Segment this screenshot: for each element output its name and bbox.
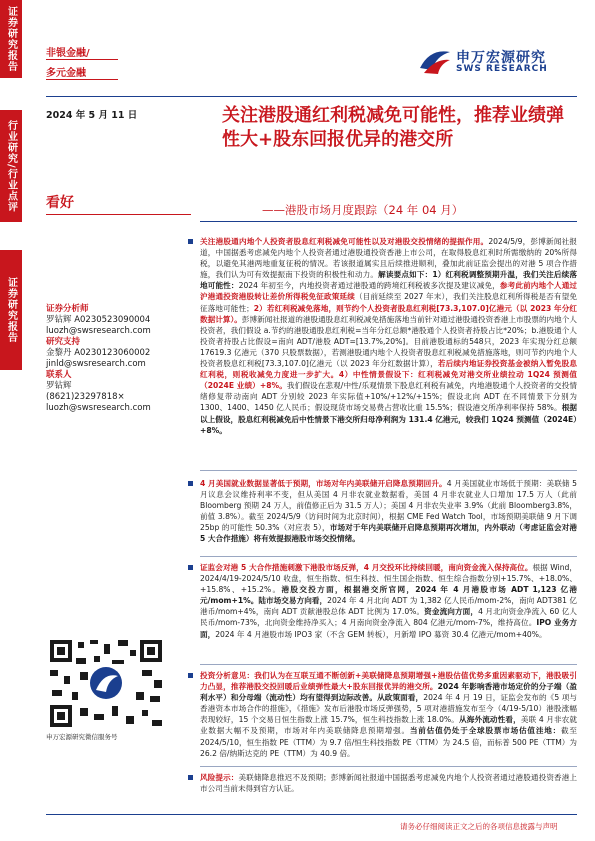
body-text-bold: 当前估值仍处于全球股票市场估值洼地：: [409, 726, 562, 736]
divider-line: [46, 59, 118, 60]
body-text-bold: IPO 业务方面，: [200, 618, 577, 639]
body-text-bold: 港股交投方面，根据港交所官网，2024 年 4 月港股市场 ADT 1,123 亿港元/mom+1%。: [200, 585, 577, 606]
section-heading: 投资分析意见：我们认为在互联互通不断创新+美联储降息预期增强+港股估值优势多重因素驱动下，港股吸引力凸显，推荐港股交投回暖后业绩弹性最大+股东回报优异的港交所。: [200, 671, 577, 692]
body-text-highlight: 4）中性情景假设下：红利税减免对港交所业绩拉动 1Q24 预测值（2024E 业绩）+8%。: [200, 370, 578, 391]
body-text: 截至 2024/5/10，恒生指数 PE（TTM）为 9.7 倍/恒生科技指数 PE（TTM）为 24.5 倍，而标普 500 PE（TTM）为 26.2 倍/纳斯达克的 PE（TTM）为 40.9 倍。: [200, 726, 578, 758]
body-text: 2024 年 4 月北向 ADT 为 1,382 亿人民币/mom-2%，南向 ADT381 亿港币/mom+4%，南向 ADT 贡献港股总体 ADT 比例为 17.0%。: [200, 596, 577, 617]
bullet-icon: [188, 673, 193, 678]
sidebar-tab-research-report-2: 证券研究报告: [0, 250, 22, 370]
section-divider: [200, 556, 577, 557]
logo-text-cn: 申万宏源研究: [456, 50, 546, 66]
body-text: 目前港股通标的548只，2023 年实现分红总额 17619.3 亿港元（370 只股票数据），若测港股通内地个人投资者股息红利税减免措施落地，则可节约内地个人投资者股息红利税[73.3,107.0]亿港元（以 2023 年分红数据计算），: [200, 336, 578, 369]
industry-label: 非银金融/: [46, 48, 90, 59]
footer-rule: [46, 814, 577, 815]
section-divider: [200, 766, 577, 767]
sidebar-tab-research-report: 证券研究报告: [0, 0, 22, 78]
sws-logo-icon: [418, 46, 452, 76]
body-text: 4 月美国就业市场低于预期：美联储 5 月议息会议维持利率不变，但从美国 4 月非农就业数据看，美国 4 月非农就业人口增加 17.5 万人（此前 Bloomberg 预期 24 万人，前值修正后为 31.5 万人）；美国 4 月非农失业率 3.9%（此前 Bloomberg3.8%，前值 3.8%）。截至 2024/5/9（访问时间为北京时间），根据 CME Fed Watch Tool，市场预期美联储 9 月下调 25bp 的可能性 50.3%（对应表 5），: [200, 479, 577, 533]
bullet-icon: [188, 775, 193, 780]
support-name: 金黎丹 A0230123060002: [46, 348, 151, 358]
logo-text-en: SWS RESEARCH: [456, 64, 548, 74]
report-subtitle: ——港股市场月度跟踪（24 年 04 月）: [262, 203, 464, 217]
body-text: 2024/5/9，彭博新闻社报道，中国据悉考虑减免内地个人投资者通过港股通投资香港上市公司，在取得股息红利时所需缴纳的 20%所得税，以避免其港两地重复征税的情况。若该报道属实且后续推进顺利，叠加此前证监会提出的对港 5 项合作措施，我们认为可有效提振南下投资的积极性和动力。: [200, 237, 577, 280]
body-text: 彭博新闻社报道的港股通股息红利税减免措施落地当前针对通过港股通投资香港上市股票的内地个人投资者，我们假设 a.节约的港股通股息红利税=当年分红总额*港股通个人投资者持股占比*20%；b.港股通个人投资者持股占比假设=南向 ADT/港股 ADT=[13.7%,20%]。: [200, 314, 577, 346]
section-heading: 4 月美国就业数据显著低于预期，市场对年内美联储开启降息预期回升。: [200, 479, 447, 488]
body-text-bold: 市场对于年内美联储开启降息预期再次增加，内外联动（考虑证监会对港 5 大合作措施）将有效提振港股市场交投情绪。: [200, 523, 578, 544]
body-text-bold: 陆市场交易方向看，: [258, 596, 328, 606]
body-text: 我们假设在悲观/中性/乐观情景下股息红利税有减免，内地港股通个人投资者的交投情绪修复带动南向 ADT 分别较 2023 年实际值+10%/+12%/+15%；假设北向 ADT 在不同情景下分别为 1300、1400、1450 亿人民币；假设现货市场交易费占营收比重 15.5%；假设港交所净利率保持 58%。: [200, 381, 577, 413]
sub-industry-label: 多元金融: [46, 68, 86, 79]
section-market-rebound: [200, 562, 577, 666]
analyst-block: [46, 304, 196, 414]
rating-label: 看好: [46, 195, 74, 211]
section-us-employment: [200, 478, 577, 558]
support-heading: 研究支持: [46, 337, 81, 347]
title-rule: [200, 221, 577, 222]
section-heading: 风险提示：: [200, 773, 239, 782]
section-heading: 关注港股通内地个人投资者股息红利税减免可能性以及对港股交投情绪的提振作用。: [200, 237, 489, 246]
section-divider: [200, 470, 577, 471]
section-risk: [200, 772, 577, 800]
body-text-bold: 解读要点如下：1）红利税调整预期升温，我们关注后续落地可能性：: [200, 270, 578, 291]
body-text-bold: 从政策面看，: [377, 693, 424, 703]
analyst-heading: 证券分析师: [46, 304, 89, 314]
report-date: 2024 年 5 月 11 日: [46, 110, 138, 121]
report-title: 关注港股通红利税减免可能性，推荐业绩弹性大+股东回报优异的港交所: [222, 105, 564, 150]
header-rule: [46, 96, 577, 97]
body-text-highlight: 若后续内地证券投资基金被纳入暂免股息红利税，则税收减免力度进一步扩大。: [200, 359, 577, 380]
rating-rule: [46, 214, 191, 215]
analyst-email: luozh@swsresearch.com: [46, 326, 151, 336]
body-text-highlight: 2）若红利税减免落地，则节约个人投资者股息红利税[73.3,107.0]亿港元（以 2023 年分红数据计算）。: [200, 303, 577, 324]
analyst-name: 罗钻辉 A0230523090004: [46, 315, 151, 325]
body-text-bold: 根据以上假设，股息红利税减免后中性情景下港交所归母净利润为 131.4 亿港元，较我们 1Q24 预测值（2024E）+8%。: [200, 403, 577, 435]
section-dividend-tax: [200, 236, 577, 463]
bullet-icon: [188, 481, 193, 486]
body-text: 根据 Wind，2024/4/19-2024/5/10 收盘，恒生指数、恒生科技、恒生国企指数、恒生综合指数分别+15.7%、+18.0%、+15.8%、+15.2%。: [200, 563, 578, 595]
body-text: 4 月北向资金净流入 60 亿人民币/mom-73%，北向资金维持净买入；4 月南向资金净流入 804 亿港元/mom-7%，维持高位。: [200, 607, 577, 628]
body-text-bold: 2024 年影响香港市场定价的分子端（盈利水平）和分母端（流动性）均有望得到边际改善。: [200, 682, 578, 703]
support-email: jinld@swsresearch.com: [46, 359, 146, 369]
sidebar-tab-industry-review: 行业研究/行业点评: [0, 110, 22, 222]
body-text: 2024 年初至今，内地投资者通过港股通的跨境红利税被多次提及建议减免，: [238, 281, 500, 291]
body-text-bold: 从海外流动性看，: [459, 715, 521, 725]
bullet-icon: [188, 239, 193, 244]
section-divider: [200, 664, 577, 665]
body-text: 2024 年 4 月 19 日，证监会发布的《5 项与香港资本市场合作的措施》，《措施》发布后港股市场反弹强势，5 项对港措施发布至今（4/19-5/10）港股涨幅表现较好，15 个交易日恒生指数上涨 15.7%，恒生科技指数上涨 18.0%。: [200, 693, 578, 725]
contact-name: 罗钻辉: [46, 381, 72, 391]
body-text: （目前延续至 2027 年末），我们关注股息红利所得税是否有望免征落地可能性；: [200, 292, 577, 313]
contact-heading: 联系人: [46, 370, 72, 380]
contact-phone: (8621)23297818×: [46, 392, 125, 402]
body-text: 美联 4 月非农就业数据大幅不及预期，市场对年内美联储降息预期增强。: [200, 715, 578, 736]
divider-line: [46, 79, 118, 80]
footer-disclaimer: 请务必仔细阅读正文之后的各项信息披露与声明: [400, 822, 558, 831]
contact-email: luozh@swsresearch.com: [46, 403, 151, 413]
section-heading: 证监会对港 5 大合作措施刺激下港股市场反弹，4 月交投环比持续回暖，南向资金流入保持高位。: [200, 563, 533, 572]
body-text: 美联储降息推迟不及预期；彭博新闻社报道中国据悉考虑减免内地个人投资者通过港股通投资香港上市公司当前未得到官方认证。: [200, 773, 577, 794]
bullet-icon: [188, 565, 193, 570]
qr-caption: 申万宏源研究微信服务号: [46, 733, 118, 741]
body-text-highlight: 参考此前内地个人通过沪港通投资港股转让差价所得税免征政策延续: [200, 281, 578, 302]
qr-code-icon: [46, 636, 166, 731]
body-text-bold: 资金流向方面，: [424, 607, 479, 617]
body-text: 2024 年 4 月港股市场 IPO3 家（不含 GEM 转板），月新增 IPO 募资 30.4 亿港元/mom+40%。: [215, 629, 547, 639]
